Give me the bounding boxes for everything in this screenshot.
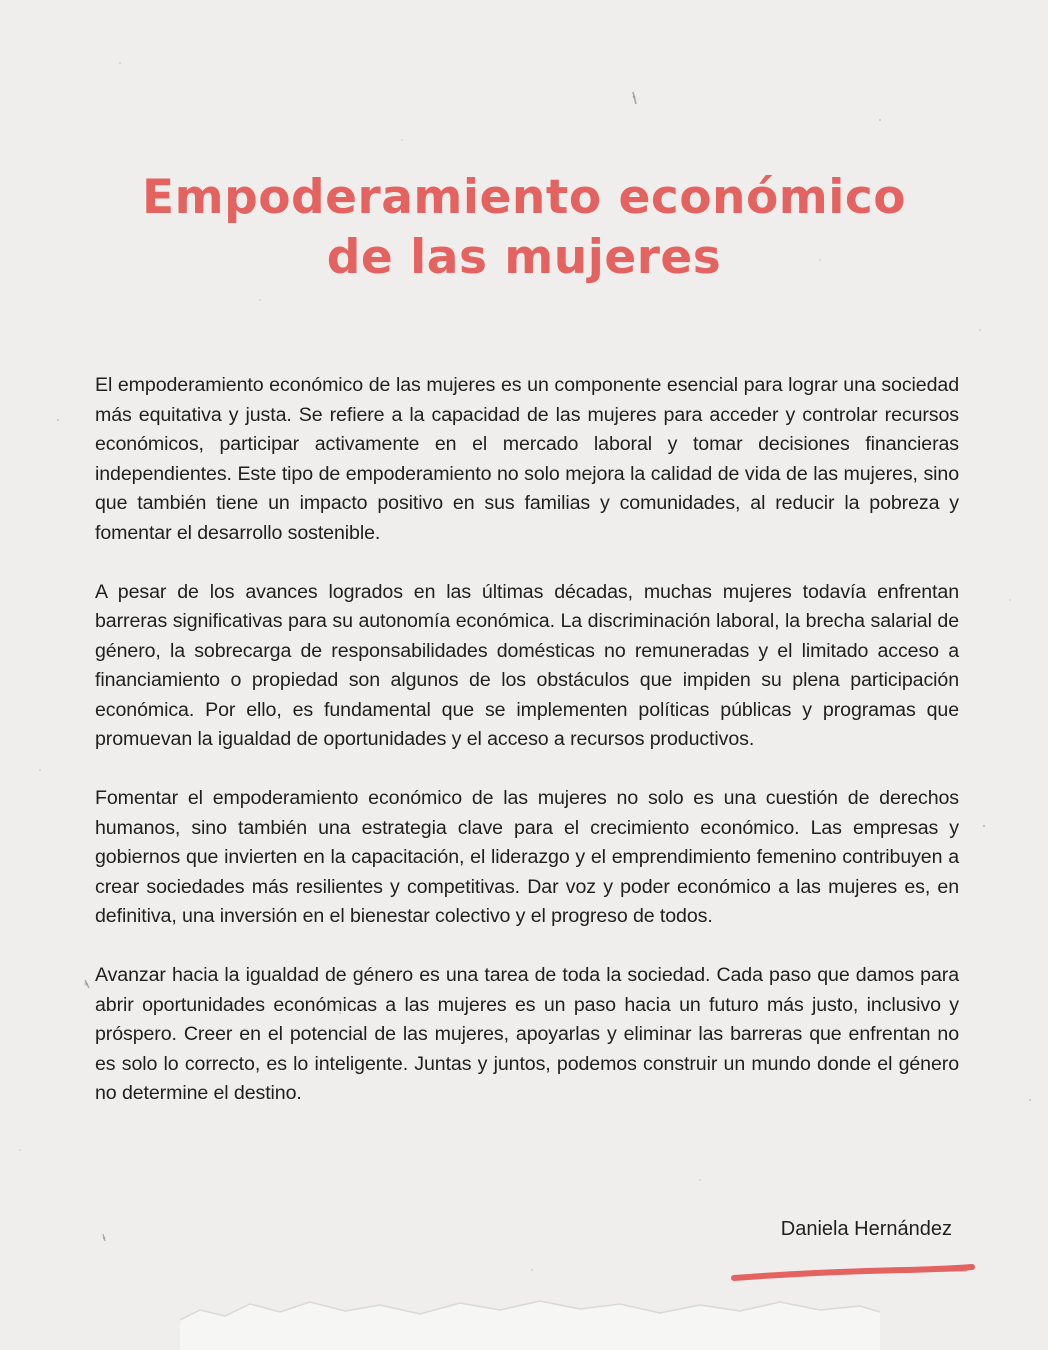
article-body [95,371,959,1138]
paragraph-4: Avanzar hacia la igualdad de género es una tarea de toda la sociedad. Cada paso que damos para abrir oportunidades económicas a las mujeres es un paso hacia un futuro más justo, inclusivo y próspero. Creer en el potencial de las mujeres, apoyarlas y eliminar las barreras que enfrentan no es solo lo correcto, es lo inteligente. Juntas y juntos, podemos construir un mundo donde el género no determine el destino. [95,964,959,1104]
paragraph-1: El empoderamiento económico de las mujeres es un componente esencial para lograr una sociedad más equitativa y justa. Se refiere a la capacidad de las mujeres para acceder y controlar recursos económicos, participar activamente en el mercado laboral y tomar decisiones financieras independientes. Este tipo de empoderamiento no solo mejora la calidad de vida de las mujeres, sino que también tiene un impacto positivo en sus familias y comunidades, al reducir la pobreza y fomentar el desarrollo sostenible. [95,374,959,544]
torn-paper-edge [180,1296,880,1350]
brush-underline [728,1258,978,1288]
paragraph-3: Fomentar el empoderamiento económico de las mujeres no solo es una cuestión de derechos humanos, sino también una estrategia clave para el crecimiento económico. Las empresas y gobiernos que invierten en la capacitación, el liderazgo y el emprendimiento femenino contribuyen a crear sociedades más resilientes y competitivas. Dar voz y poder económico a las mujeres es, en definitiva, una inversión en el bienestar colectivo y el progreso de todos. [95,787,959,927]
title-line-2: de las mujeres [326,230,722,285]
title-line-1: Empoderamiento económico [142,170,906,225]
author-signature: Daniela Hernández [780,1218,952,1240]
page-title [0,168,1048,288]
paragraph-2: A pesar de los avances logrados en las últimas décadas, muchas mujeres todavía enfrentan barreras significativas para su autonomía económica. La discriminación laboral, la brecha salarial de género, la sobrecarga de responsabilidades domésticas no remuneradas y el limitado acceso a financiamiento o propiedad son algunos de los obstáculos que impiden su plena participación económica. Por ello, es fundamental que se implementen políticas públicas y programas que promuevan la igualdad de oportunidades y el acceso a recursos productivos. [95,580,959,750]
